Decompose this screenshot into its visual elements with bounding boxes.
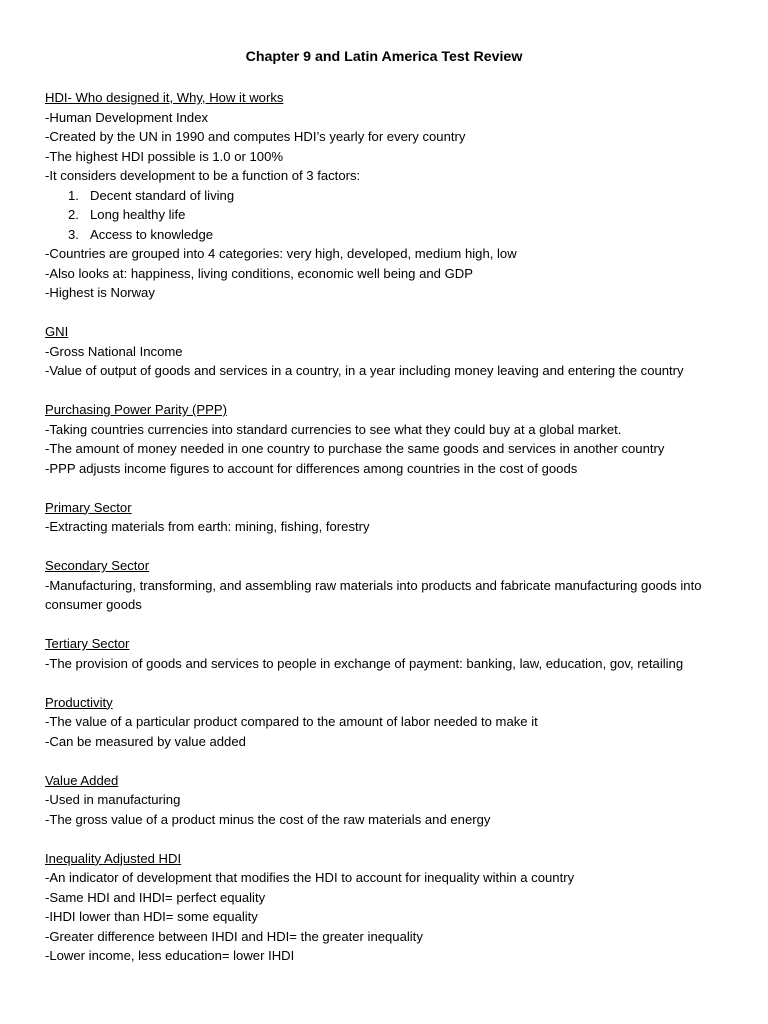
document-title: Chapter 9 and Latin America Test Review [245,49,523,65]
text-line: -The amount of money needed in one country to purchase the same goods and services in another country [45,441,665,456]
section-heading: Inequality Adjusted HDI [45,850,182,866]
section-ppp [45,400,745,478]
text-line: -Taking countries currencies into standard currencies to see what they could buy at a global market. [45,421,622,437]
text-line: -Can be measured by value added [45,733,246,749]
text-line: -Greater difference between IHDI and HDI= the greater inequality [45,928,423,944]
text-line: -Human Development Index [45,109,209,125]
text-line: -Countries are grouped into 4 categories: very high, developed, medium high, low [45,246,517,261]
section-heading: Productivity [45,694,113,710]
section-tertiary-sector [45,634,745,673]
text-line: -Gross National Income [45,343,183,359]
text-line: -The value of a particular product compared to the amount of labor needed to make it [45,714,538,729]
text-line: -Manufacturing, transforming, and assembling raw materials into products and fabricate manufacturing goods into consumer goods [45,577,702,612]
section-heading: Value Added [45,772,119,788]
section-heading: Secondary Sector [45,558,150,573]
section-heading: Purchasing Power Parity (PPP) [45,402,227,417]
text-line: -PPP adjusts income figures to account for differences among countries in the cost of goods [45,460,578,476]
text-line: -The highest HDI possible is 1.0 or 100% [45,148,283,164]
section-heading: HDI- Who designed it, Why, How it works [45,90,284,105]
text-line: -Same HDI and IHDI= perfect equality [45,889,266,905]
text-line: -Extracting materials from earth: mining, fishing, forestry [45,519,370,534]
document-body [45,88,745,966]
text-line: -It considers development to be a function of 3 factors: [45,168,361,183]
numbered-item [45,205,745,225]
item-number: 1. [68,187,79,203]
text-line: -The gross value of a product minus the cost of the raw materials and energy [45,811,491,827]
section-gni [45,322,745,381]
text-line: -IHDI lower than HDI= some equality [45,909,258,924]
section-value-added [45,771,745,830]
item-text: Long healthy life [90,207,186,222]
text-line: -The provision of goods and services to people in exchange of payment: banking, law, education, gov, retailing [45,655,684,671]
section-primary-sector [45,498,745,537]
text-line: -Value of output of goods and services in a country, in a year including money leaving and entering the country [45,363,684,378]
numbered-item [45,186,745,206]
item-number: 3. [68,226,79,242]
section-ihdi [45,849,745,966]
section-secondary-sector [45,556,745,615]
text-line: -Lower income, less education= lower IHDI [45,948,295,963]
text-line: -Used in manufacturing [45,792,181,807]
text-line: -Also looks at: happiness, living conditions, economic well being and GDP [45,265,473,281]
section-productivity [45,693,745,752]
section-heading: GNI [45,324,69,339]
item-number: 2. [68,207,79,222]
section-heading: Primary Sector [45,499,132,515]
section-hdi [45,88,745,303]
item-text: Decent standard of living [90,187,235,203]
item-text: Access to knowledge [90,226,214,242]
section-heading: Tertiary Sector [45,636,130,651]
text-line: -Highest is Norway [45,285,155,300]
text-line: -An indicator of development that modifies the HDI to account for inequality within a country [45,870,575,885]
text-line: -Created by the UN in 1990 and computes HDI’s yearly for every country [45,129,466,144]
numbered-item [45,225,745,245]
